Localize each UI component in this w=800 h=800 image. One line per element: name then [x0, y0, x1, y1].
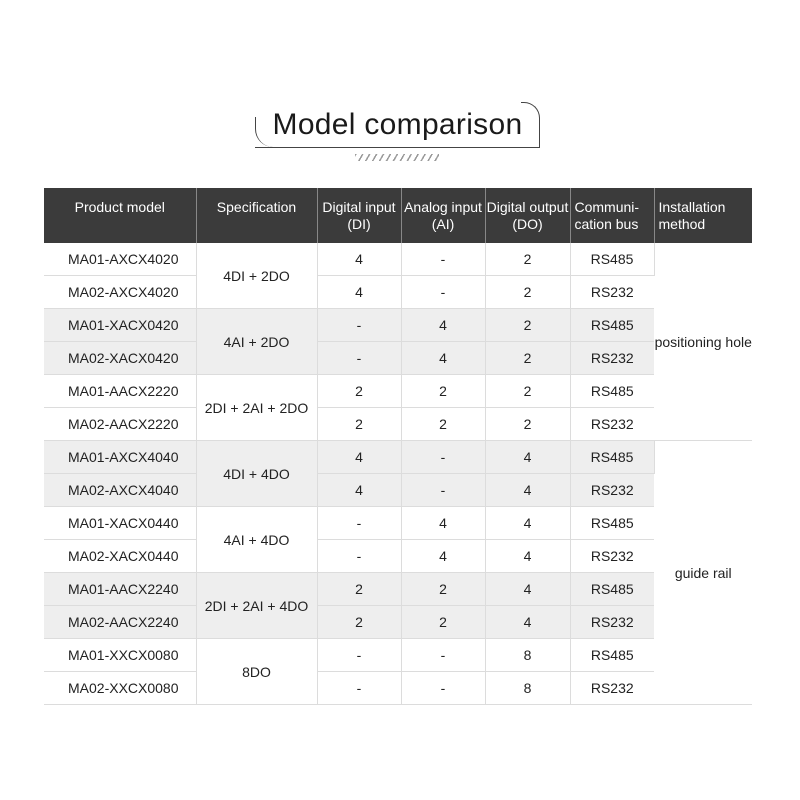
model-cell: MA01-XXCX0080: [44, 639, 196, 672]
table-row: [44, 309, 752, 342]
do-cell: 4: [485, 573, 570, 606]
ai-cell: 2: [401, 408, 485, 441]
bus-cell: RS485: [570, 441, 654, 474]
ai-cell: -: [401, 672, 485, 705]
model-cell: MA01-AACX2240: [44, 573, 196, 606]
do-cell: 2: [485, 342, 570, 375]
model-cell: MA01-XACX0420: [44, 309, 196, 342]
table-row: [44, 243, 752, 276]
table-row: [44, 606, 752, 639]
di-cell: 2: [317, 375, 401, 408]
spec-cell: 4AI + 4DO: [196, 507, 317, 573]
do-cell: 2: [485, 309, 570, 342]
spec-cell: 4DI + 2DO: [196, 243, 317, 309]
di-cell: 4: [317, 441, 401, 474]
installation-cell: guide rail: [654, 441, 752, 705]
bus-cell: RS485: [570, 507, 654, 540]
table-row: [44, 474, 752, 507]
bus-cell: RS232: [570, 672, 654, 705]
di-cell: 2: [317, 573, 401, 606]
ai-cell: 2: [401, 606, 485, 639]
bus-cell: RS485: [570, 639, 654, 672]
title-frame-corner: [521, 102, 540, 148]
bus-cell: RS485: [570, 243, 654, 276]
di-cell: 4: [317, 243, 401, 276]
ai-cell: 4: [401, 540, 485, 573]
do-cell: 2: [485, 276, 570, 309]
spec-cell: 2DI + 2AI + 4DO: [196, 573, 317, 639]
model-cell: MA02-AACX2240: [44, 606, 196, 639]
model-cell: MA01-AXCX4040: [44, 441, 196, 474]
spec-cell: 8DO: [196, 639, 317, 705]
ai-cell: -: [401, 243, 485, 276]
model-cell: MA02-XACX0420: [44, 342, 196, 375]
ai-cell: 2: [401, 573, 485, 606]
di-cell: -: [317, 342, 401, 375]
header-digital-output: Digital output (DO): [485, 188, 570, 243]
di-cell: -: [317, 639, 401, 672]
ai-cell: -: [401, 474, 485, 507]
bus-cell: RS485: [570, 309, 654, 342]
table-row: [44, 573, 752, 606]
table-row: [44, 441, 752, 474]
table-row: [44, 375, 752, 408]
table-row: [44, 672, 752, 705]
di-cell: -: [317, 540, 401, 573]
do-cell: 2: [485, 243, 570, 276]
model-cell: MA01-AACX2220: [44, 375, 196, 408]
model-comparison-table: [44, 188, 752, 705]
do-cell: 4: [485, 441, 570, 474]
do-cell: 2: [485, 375, 570, 408]
bus-cell: RS232: [570, 408, 654, 441]
bus-cell: RS232: [570, 474, 654, 507]
di-cell: -: [317, 309, 401, 342]
di-cell: 2: [317, 408, 401, 441]
bus-cell: RS232: [570, 606, 654, 639]
header-digital-input: Digital input (DI): [317, 188, 401, 243]
table-row: [44, 342, 752, 375]
table-row: [44, 276, 752, 309]
ai-cell: -: [401, 639, 485, 672]
do-cell: 4: [485, 606, 570, 639]
model-cell: MA02-AACX2220: [44, 408, 196, 441]
table-row: [44, 507, 752, 540]
bus-cell: RS485: [570, 573, 654, 606]
spec-cell: 4AI + 2DO: [196, 309, 317, 375]
title-frame-corner: [255, 117, 274, 147]
header-installation-method: Installation method: [654, 188, 752, 243]
ai-cell: 4: [401, 507, 485, 540]
ai-cell: 4: [401, 309, 485, 342]
bus-cell: RS485: [570, 375, 654, 408]
do-cell: 4: [485, 474, 570, 507]
do-cell: 2: [485, 408, 570, 441]
table-row: [44, 540, 752, 573]
model-cell: MA01-AXCX4020: [44, 243, 196, 276]
installation-cell: positioning hole: [654, 243, 752, 441]
ai-cell: -: [401, 276, 485, 309]
model-cell: MA02-XXCX0080: [44, 672, 196, 705]
bus-cell: RS232: [570, 276, 654, 309]
bus-cell: RS232: [570, 342, 654, 375]
header-analog-input: Analog input (AI): [401, 188, 485, 243]
do-cell: 4: [485, 540, 570, 573]
title-frame: [255, 102, 540, 148]
model-cell: MA02-XACX0440: [44, 540, 196, 573]
do-cell: 4: [485, 507, 570, 540]
bus-cell: RS232: [570, 540, 654, 573]
di-cell: 4: [317, 474, 401, 507]
ai-cell: 4: [401, 342, 485, 375]
di-cell: 4: [317, 276, 401, 309]
table-header-row: [44, 188, 752, 243]
ai-cell: -: [401, 441, 485, 474]
header-specification: Specification: [196, 188, 317, 243]
table-row: [44, 639, 752, 672]
header-communication-bus: Communi- cation bus: [570, 188, 654, 243]
do-cell: 8: [485, 672, 570, 705]
di-cell: -: [317, 672, 401, 705]
model-cell: MA01-XACX0440: [44, 507, 196, 540]
ai-cell: 2: [401, 375, 485, 408]
page-title: Model comparison: [272, 107, 523, 141]
title-hatch-decoration: [355, 154, 439, 161]
model-cell: MA02-AXCX4040: [44, 474, 196, 507]
do-cell: 8: [485, 639, 570, 672]
di-cell: -: [317, 507, 401, 540]
spec-cell: 2DI + 2AI + 2DO: [196, 375, 317, 441]
di-cell: 2: [317, 606, 401, 639]
model-cell: MA02-AXCX4020: [44, 276, 196, 309]
header-product-model: Product model: [44, 188, 196, 243]
spec-cell: 4DI + 4DO: [196, 441, 317, 507]
table-row: [44, 408, 752, 441]
